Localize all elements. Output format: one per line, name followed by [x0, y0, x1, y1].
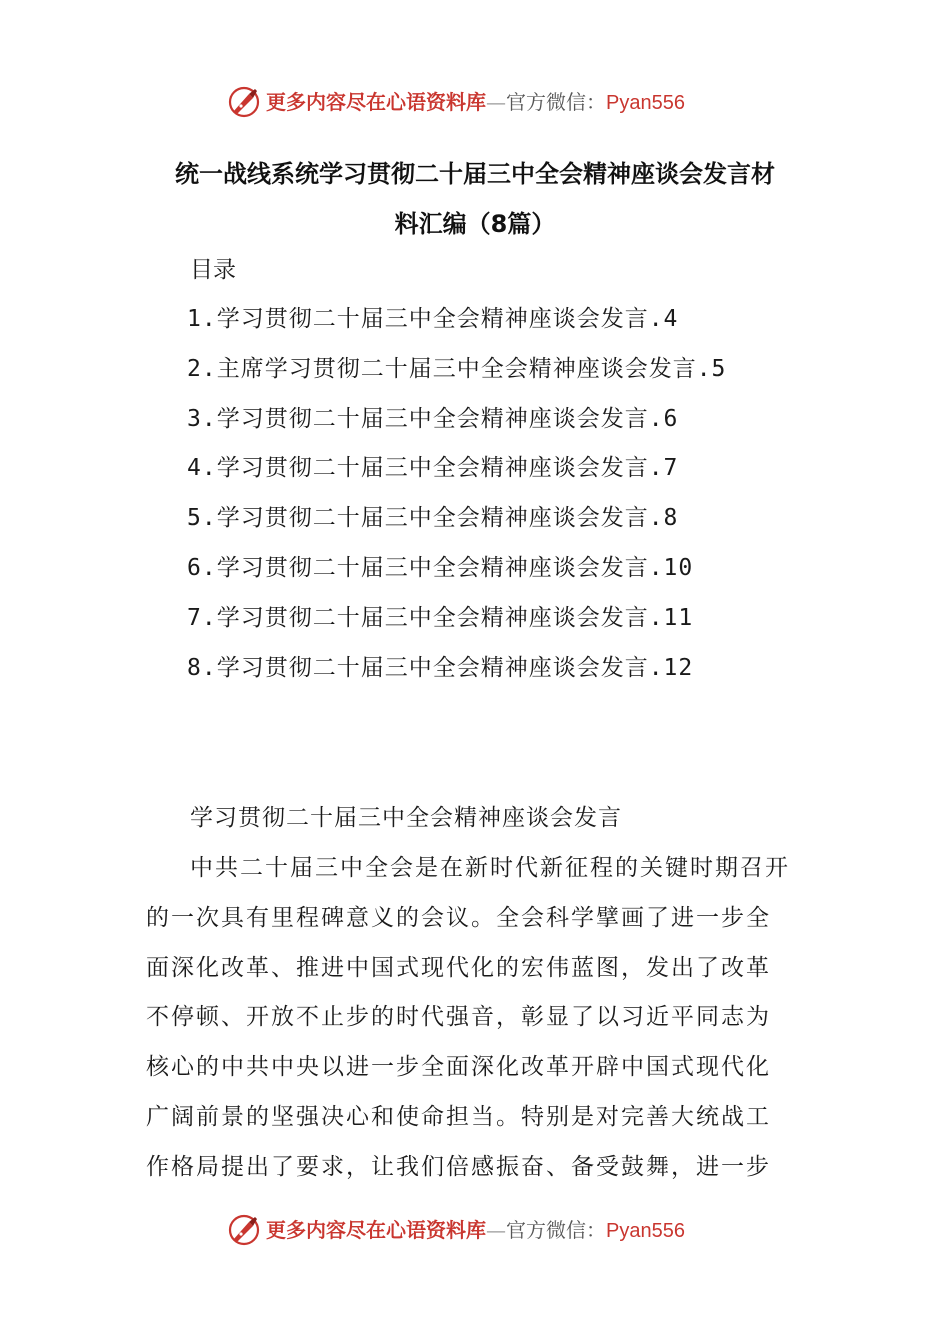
- toc-item[interactable]: 6.学习贯彻二十届三中全会精神座谈会发言.10: [187, 554, 694, 581]
- toc-list: [187, 304, 726, 702]
- paragraph-line: 面深化改革、推进中国式现代化的宏伟蓝图，发出了改革: [146, 954, 771, 981]
- banner-text: [266, 1217, 685, 1244]
- banner-wechat-label: 官方微信：: [506, 90, 606, 114]
- toc-item[interactable]: 3.学习贯彻二十届三中全会精神座谈会发言.6: [187, 405, 679, 432]
- banner-wechat-id: Pyan556: [606, 1220, 685, 1242]
- banner-wechat-id: Pyan556: [606, 92, 685, 114]
- pen-nib-circle-icon: [227, 1213, 261, 1247]
- paragraph-line: 作格局提出了要求，让我们倍感振奋、备受鼓舞，进一步: [146, 1153, 771, 1180]
- toc-item[interactable]: 8.学习贯彻二十届三中全会精神座谈会发言.12: [187, 654, 694, 681]
- paragraph-line: 核心的中共中央以进一步全面深化改革开辟中国式现代化: [146, 1054, 771, 1081]
- toc-item[interactable]: 2.主席学习贯彻二十届三中全会精神座谈会发言.5: [187, 355, 727, 382]
- footer-banner: [0, 1210, 950, 1250]
- banner-text: [266, 89, 685, 116]
- toc-item[interactable]: 4.学习贯彻二十届三中全会精神座谈会发言.7: [187, 455, 679, 482]
- toc-item[interactable]: 5.学习贯彻二十届三中全会精神座谈会发言.8: [187, 505, 679, 532]
- document-title-line-2: 料汇编（8篇）: [394, 210, 556, 238]
- document-title-line-1: 统一战线系统学习贯彻二十届三中全会精神座谈会发言材: [175, 160, 775, 188]
- paragraph-line: 中共二十届三中全会是在新时代新征程的关键时期召开: [190, 855, 790, 881]
- banner-brand: 更多内容尽在心语资料库: [266, 90, 486, 114]
- banner-dash: —: [486, 1218, 506, 1242]
- banner-wechat-label: 官方微信：: [506, 1218, 606, 1242]
- toc-heading: 目录: [190, 257, 236, 283]
- toc-item[interactable]: 7.学习贯彻二十届三中全会精神座谈会发言.11: [187, 604, 694, 631]
- toc-item[interactable]: 1.学习贯彻二十届三中全会精神座谈会发言.4: [187, 306, 679, 332]
- body-paragraph: [146, 853, 806, 1202]
- banner-brand: 更多内容尽在心语资料库: [266, 1218, 486, 1242]
- pen-nib-circle-icon: [227, 85, 261, 119]
- banner-dash: —: [486, 90, 506, 114]
- paragraph-line: 广阔前景的坚强决心和使命担当。特别是对完善大统战工: [146, 1103, 771, 1130]
- paragraph-line: 不停顿、开放不止步的时代强音，彰显了以习近平同志为: [146, 1004, 771, 1031]
- section-title: 学习贯彻二十届三中全会精神座谈会发言: [190, 805, 622, 831]
- paragraph-line: 的一次具有里程碑意义的会议。全会科学擘画了进一步全: [146, 904, 771, 931]
- header-banner: [0, 82, 950, 122]
